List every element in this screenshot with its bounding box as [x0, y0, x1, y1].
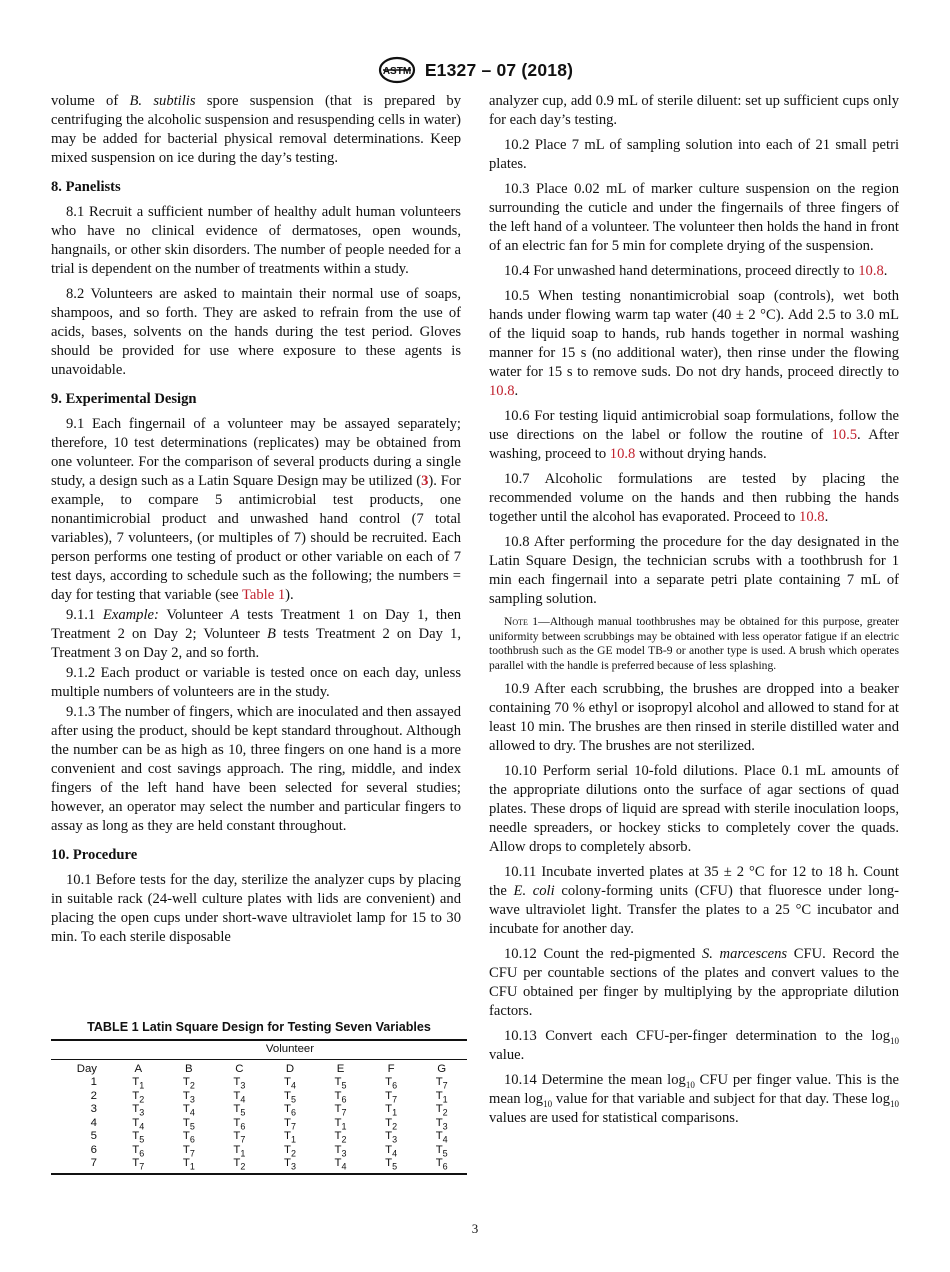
- table-row: [51, 1076, 467, 1090]
- section-link-10-8[interactable]: 10.8: [858, 263, 884, 279]
- treatment-cell: $T_2$: [385, 1116, 398, 1131]
- treatment-cell: $T_7$: [385, 1089, 398, 1104]
- treatment-cell: $T_5$: [132, 1130, 145, 1145]
- treatment-cell: $T_2$: [132, 1089, 145, 1104]
- treatment-cell: $T_6$: [132, 1143, 145, 1158]
- volunteer-column-header: D: [285, 1062, 295, 1075]
- day-number: 2: [90, 1089, 97, 1102]
- volunteer-column-header: A: [134, 1062, 143, 1075]
- astm-logo-text: ASTM: [382, 66, 411, 77]
- volunteer-column-header: C: [235, 1062, 244, 1075]
- table-row: [51, 1144, 467, 1158]
- treatment-cell: $T_4$: [315, 1157, 366, 1174]
- treatment-cell: $T_7$: [182, 1143, 195, 1158]
- latin-square-table: [51, 1039, 467, 1175]
- section-heading-8: 8. Panelists: [51, 179, 121, 195]
- paragraph-10-7: 10.7 Alcoholic formulations are tested by placing the recommended volume on the hands and then rubbing the hands together until the alcohol has evaporated. Proceed to 10.8.: [489, 471, 899, 525]
- treatment-cell: $T_6$: [233, 1116, 246, 1131]
- table-1: [51, 1020, 467, 1175]
- page-header: [0, 56, 950, 84]
- paragraph-10-9: 10.9 After each scrubbing, the brushes are dropped into a beaker containing 70 % ethyl or isopropyl alcohol and allowed to stand for at least 10 min. The brushes are then rinsed in sterile distilled water and allowed to dry. The brushes are not sterilized.: [489, 681, 899, 754]
- treatment-cell: $T_7$: [113, 1157, 164, 1174]
- volunteer-column-header: F: [387, 1062, 395, 1075]
- right-column: [489, 92, 899, 1134]
- treatment-cell: $T_1$: [283, 1130, 296, 1145]
- paragraph-10-12: 10.12 Count the red-pigmented S. marcescens CFU. Record the CFU per countable sections of the plates and convert values to the CFU obtained per finger by multiplying by the appropriate dilution factors.: [489, 946, 899, 1019]
- paragraph-10-2: 10.2 Place 7 mL of sampling solution into each of 21 small petri plates.: [489, 137, 899, 172]
- paragraph-10-14: 10.14 Determine the mean $\log_{10}$ CFU per finger value. This is the mean $\log_{10}$ value for that variable and subject for that day. These $\log_{10}$ values are used for statistical comparisons.: [489, 1072, 899, 1126]
- treatment-cell: $T_3$: [233, 1076, 246, 1091]
- astm-logo-icon: [377, 56, 417, 84]
- paragraph-10-1-cont: analyzer cup, add 0.9 mL of sterile diluent: set up sufficient cups only for each day’s testing.: [489, 93, 899, 128]
- treatment-cell: $T_4$: [435, 1130, 448, 1145]
- section-link-10-8[interactable]: 10.8: [609, 446, 636, 462]
- treatment-cell: $T_5$: [366, 1157, 417, 1174]
- treatment-cell: $T_6$: [416, 1157, 467, 1174]
- day-number: 5: [90, 1130, 97, 1142]
- paragraph-9-1-3: 9.1.3 The number of fingers, which are inoculated and then assayed after using the product, should be kept standard throughout. Although the number can be as high as 10, three fingers on one hand is a more convenient and cost savings approach. The ring, middle, and index fingers of the left hand have been selected for several studies; however, an operator may select the number and particular fingers to assay as long as they are held constant throughout.: [51, 704, 461, 834]
- table-row: [51, 1103, 467, 1117]
- treatment-cell: $T_5$: [283, 1089, 296, 1104]
- treatment-cell: $T_6$: [182, 1130, 195, 1145]
- treatment-cell: $T_3$: [334, 1143, 347, 1158]
- day-number: 4: [90, 1116, 97, 1129]
- table-row: [51, 1157, 467, 1174]
- treatment-cell: $T_3$: [385, 1130, 398, 1145]
- treatment-cell: $T_1$: [132, 1076, 145, 1091]
- day-number: 7: [51, 1157, 113, 1174]
- treatment-cell: $T_6$: [385, 1076, 398, 1091]
- day-number: 3: [90, 1103, 97, 1115]
- treatment-cell: $T_3$: [265, 1157, 316, 1174]
- treatment-cell: $T_6$: [334, 1089, 347, 1104]
- paragraph-10-8: 10.8 After performing the procedure for the day designated in the Latin Square Design, the technician scrubs with a toothbrush for 1 min each fingernail into a separate petri plate containing 7 mL of sampling solution.: [489, 534, 899, 607]
- treatment-cell: $T_7$: [233, 1130, 246, 1145]
- page-number: 3: [471, 1221, 479, 1236]
- treatment-cell: $T_6$: [283, 1103, 296, 1118]
- treatment-cell: $T_1$: [435, 1089, 448, 1104]
- volunteer-column-header: G: [437, 1062, 447, 1075]
- treatment-cell: $T_2$: [435, 1103, 448, 1118]
- treatment-cell: $T_7$: [334, 1103, 347, 1118]
- treatment-cell: $T_3$: [182, 1089, 195, 1104]
- paragraph-10-4: 10.4 For unwashed hand determinations, proceed directly to 10.8.: [504, 263, 888, 279]
- paragraph-9-1-1: 9.1.1 Example: Volunteer A tests Treatment 1 on Day 1, then Treatment 2 on Day 2; Volunteer B tests Treatment 2 on Day 1, Treatment 3 on Day 2, and so forth.: [51, 607, 461, 661]
- note-1: Note 1—Although manual toothbrushes may be obtained for this purpose, greater uniformity between scrubbings may be obtained with less operator fatigue if an electric toothbrush such as the GE model TB-9 or another type is used. A brush which operates parallel with the handle is preferred because of less splashing.: [489, 615, 900, 672]
- day-number: 6: [90, 1143, 97, 1156]
- treatment-cell: $T_2$: [182, 1076, 195, 1091]
- treatment-cell: $T_4$: [132, 1116, 145, 1131]
- volunteer-column-header: E: [336, 1062, 345, 1075]
- treatment-cell: $T_3$: [435, 1116, 448, 1131]
- table-title: TABLE 1 Latin Square Design for Testing Seven Variables: [87, 1020, 431, 1034]
- table-row: [51, 1130, 467, 1144]
- treatment-cell: $T_1$: [164, 1157, 215, 1174]
- treatment-cell: $T_1$: [233, 1143, 246, 1158]
- treatment-cell: $T_5$: [233, 1103, 246, 1118]
- treatment-cell: $T_4$: [283, 1076, 296, 1091]
- treatment-cell: $T_7$: [283, 1116, 296, 1131]
- reference-link-3[interactable]: 3: [421, 473, 429, 489]
- paragraph-8-1: 8.1 Recruit a sufficient number of healthy adult human volunteers who have no clinical evidence of dermatoses, open wounds, hangnails, or other skin disorders. The number of people needed for a trial is dependent on the number of treatments within a study.: [51, 204, 461, 277]
- paragraph-intro: volume of B. subtilis spore suspension (that is prepared by centrifuging the alcoholic suspension and resuspending cells in water) may be added for bacterial physical removal determinations. Keep mixed suspension on ice during the day’s testing.: [51, 93, 462, 166]
- section-link-10-8[interactable]: 10.8: [799, 509, 825, 525]
- section-link-10-5[interactable]: 10.5: [831, 427, 858, 443]
- treatment-cell: $T_4$: [385, 1143, 398, 1158]
- treatment-cell: $T_4$: [182, 1103, 195, 1118]
- note-label: Note 1: [504, 615, 539, 628]
- treatment-cell: $T_1$: [334, 1116, 347, 1131]
- paragraph-10-5: 10.5 When testing nonantimicrobial soap (controls), wet both hands under flowing warm tap water (40 ± 2 °C). Add 2.5 to 3.0 mL of the liquid soap to hands, rub hands together in normal washing manner for 15 s (no additional water), then rinse under the flowing water for 15 s to remove suds. Do not dry hands, proceed directly to 10.8.: [489, 288, 899, 399]
- paragraph-10-1: 10.1 Before tests for the day, sterilize the analyzer cups by placing in suitable rack (24-well culture plates with lids are convenient) and placing the open cups under short-wave ultraviolet lamp for 15 to 30 min. To each sterile disposable: [51, 872, 461, 945]
- treatment-cell: $T_7$: [435, 1076, 448, 1091]
- paragraph-10-6: 10.6 For testing liquid antimicrobial soap formulations, follow the use directions on the label or follow the routine of 10.5. After washing, proceed to 10.8 without drying hands.: [489, 408, 899, 462]
- volunteer-column-header: B: [185, 1062, 193, 1075]
- section-heading-10: 10. Procedure: [51, 847, 138, 863]
- treatment-cell: $T_2$: [283, 1143, 296, 1158]
- paragraph-9-1: 9.1 Each fingernail of a volunteer may be assayed separately; therefore, 10 test determinations (replicates) may be obtained from one volunteer. For the comparison of several products during a single study, a design such as a Latin Square Design may be utilized (3). For example, to compare 5 antimicrobial test products, one nonantimicrobial product and unwashed hand control (7 total variables), 7 volunteers, (or multiples of 7) should be recruited. Each person performs one testing of product or other variable on each of 7 test days, according to schedule such as the following; the numbers = day for testing that variable (see Table 1).: [51, 416, 462, 603]
- treatment-cell: $T_2$: [334, 1130, 347, 1145]
- day-number: 1: [90, 1076, 97, 1088]
- paragraph-9-1-2: 9.1.2 Each product or variable is tested once on each day, unless multiple numbers of volunteers are in the study.: [51, 665, 461, 700]
- left-column: [51, 92, 461, 953]
- treatment-cell: $T_1$: [385, 1103, 398, 1118]
- treatment-cell: $T_5$: [435, 1143, 448, 1158]
- treatment-cell: $T_4$: [233, 1089, 246, 1104]
- treatment-cell: $T_5$: [182, 1116, 195, 1131]
- paragraph-10-13: 10.13 Convert each CFU-per-finger determination to the $\log_{10}$ value.: [489, 1028, 899, 1063]
- standard-designation: E1327 – 07 (2018): [424, 59, 574, 80]
- table-row: [51, 1117, 467, 1131]
- section-heading-9: 9. Experimental Design: [51, 391, 197, 407]
- paragraph-8-2: 8.2 Volunteers are asked to maintain their normal use of soaps, shampoos, and so forth. They are asked to refrain from the use of acids, bases, solvents on the hands during the test period. Gloves should be provided for use where exposure to these agents is unavoidable.: [51, 286, 461, 378]
- treatment-cell: $T_5$: [334, 1076, 347, 1091]
- paragraph-10-11: 10.11 Incubate inverted plates at 35 ± 2 °C for 12 to 18 h. Count the E. coli colony-forming units (CFU) that fluoresce under long-wave ultraviolet light. Transfer the plates to a 25 °C incubator and incubate for another day.: [489, 864, 899, 937]
- paragraph-10-10: 10.10 Perform serial 10-fold dilutions. Place 0.1 mL amounts of the appropriate dilutions onto the surface of agar sections of quad plates. These drops of liquid are spread with sterile inoculation loops, needle spreaders, or hockey sticks to completely cover the quads. Allow drops to completely absorb.: [489, 763, 899, 855]
- day-column-header: Day: [76, 1062, 97, 1075]
- table-1-link[interactable]: Table 1: [242, 587, 286, 603]
- section-link-10-8[interactable]: 10.8: [489, 383, 515, 399]
- treatment-cell: $T_3$: [132, 1103, 145, 1118]
- treatment-cell: $T_2$: [214, 1157, 265, 1174]
- volunteer-group-header: Volunteer: [113, 1040, 467, 1059]
- table-row: [51, 1090, 467, 1104]
- paragraph-10-3: 10.3 Place 0.02 mL of marker culture suspension on the region surrounding the cuticle and under the fingernails of three fingers of the left hand of a volunteer. The volunteer then holds the hand in front of an electric fan for 5 min for complete drying of the suspension.: [489, 181, 899, 254]
